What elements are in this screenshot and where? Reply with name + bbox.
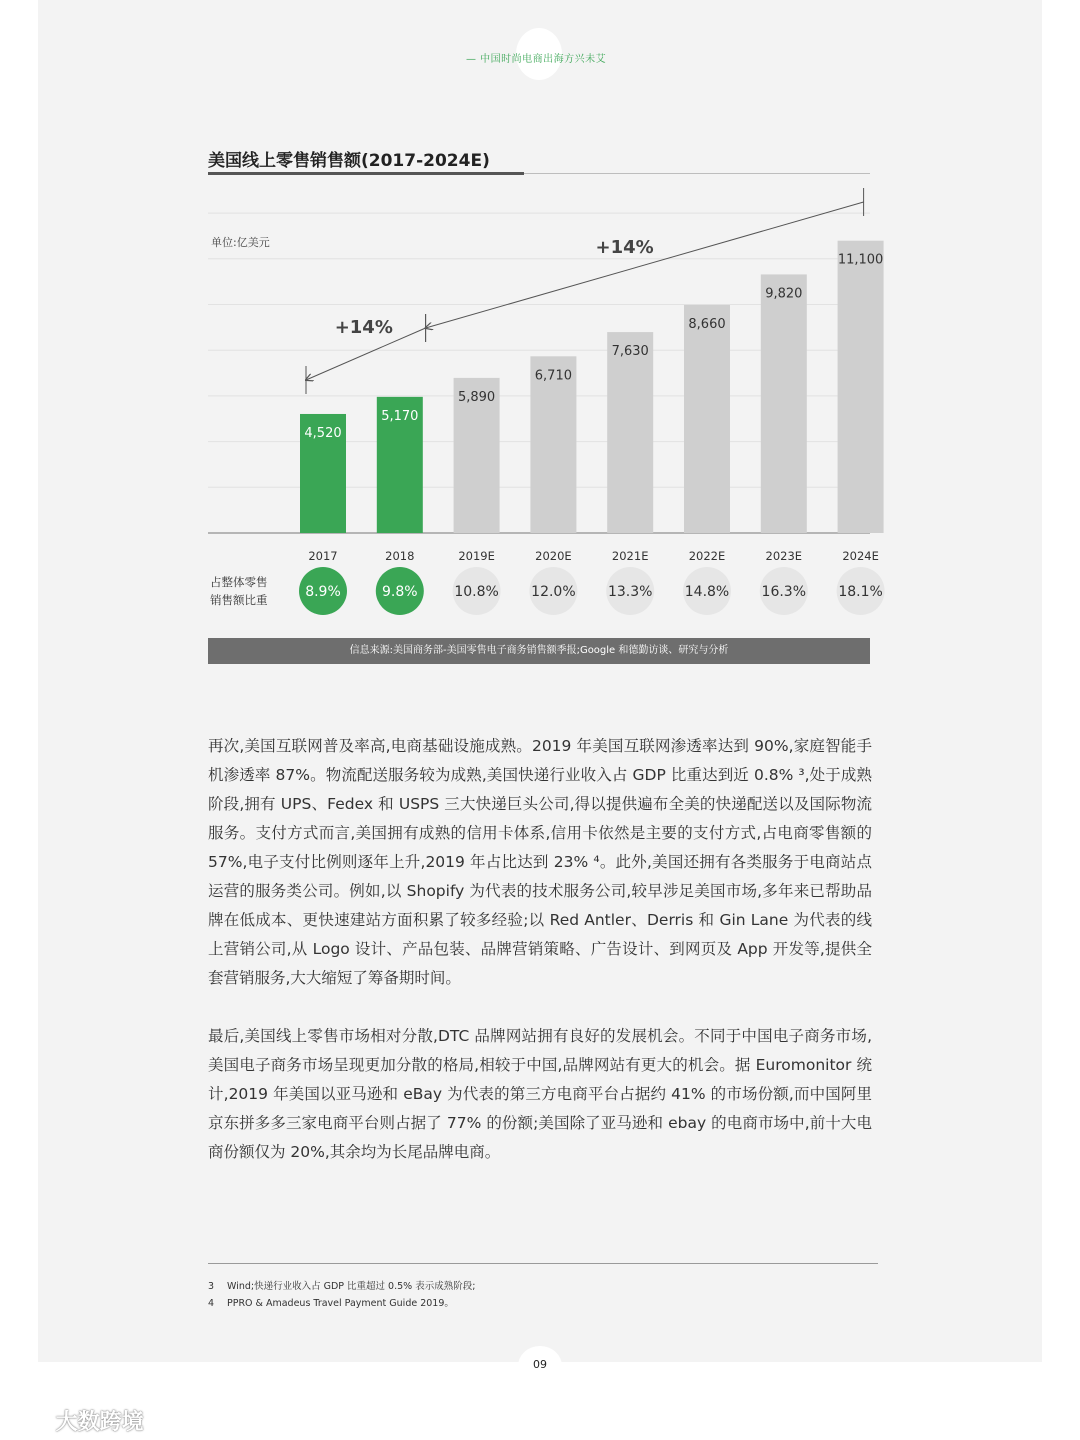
x-tick-label: 2022E [688,549,726,563]
bar [607,332,653,533]
share-value: 14.8% [684,584,730,600]
x-tick-label: 2024E [842,549,879,563]
bar-value-label: 4,520 [304,425,342,441]
footnote-number: 3 [208,1281,215,1292]
growth-label: +14% [334,317,393,338]
bar-chart [208,180,884,630]
bar-value-label: 6,710 [534,368,573,384]
footnote-text: PPRO & Amadeus Travel Payment Guide 2019。 [227,1298,454,1309]
share-row-label: 销售额比重 [210,593,268,607]
paragraph-text: 最后,美国线上零售市场相对分散,DTC 品牌网站拥有良好的发展机会。不同于中国电子商务市场,美国电子商务市场呈现更加分散的格局,相较于中国,品牌网站有更大的机会。据 Euromonitor 统计,2019 年美国以亚马逊和 eBay 为代表的第三方电商平台占据约 41% 的市场份额,而中国阿里京东拼多多三家电商平台则占据了 77% 的份额;美国除了亚马逊和 ebay 的电商市场中,前十大电商份额仅为 20%,其余均为长尾品牌电商。 [208,1027,872,1161]
title-rule-accent [208,172,524,175]
bar [838,241,884,533]
watermark [10,1405,144,1436]
logo-icon [10,1410,48,1436]
share-value: 8.9% [305,584,341,600]
share-value: 16.3% [761,584,807,600]
bar-value-label: 9,820 [765,286,803,302]
running-title: — 中国时尚电商出海方兴未艾 [466,54,607,65]
x-tick-label: 2020E [535,549,572,563]
bar [684,305,730,533]
growth-label: +14% [595,237,654,258]
footnote-item [208,1295,475,1312]
footnote-number: 4 [208,1298,215,1309]
footnote-text: Wind;快递行业收入占 GDP 比重超过 0.5% 表示成熟阶段; [227,1281,476,1292]
x-tick-label: 2023E [765,549,803,563]
share-value: 18.1% [838,584,883,600]
footnotes [208,1278,475,1312]
footnote-item [208,1278,475,1295]
chart-title: 美国线上零售销售额(2017-2024E) [208,151,490,171]
bar [761,274,807,533]
body-paragraph-2 [208,1022,872,1167]
share-value: 13.3% [607,584,653,600]
bar-value-label: 7,630 [611,344,649,360]
page-number: 09 [533,1358,547,1371]
x-tick-label: 2018 [385,549,415,563]
footnote-rule [208,1263,878,1264]
body-paragraph-1 [208,732,872,993]
watermark-text: 大数跨境 [55,1410,144,1435]
bar-value-label: 8,660 [688,316,726,332]
paragraph-text: 再次,美国互联网普及率高,电商基础设施成熟。2019 年美国互联网渗透率达到 90%,家庭智能手机渗透率 87%。物流配送服务较为成熟,美国快递行业收入占 GDP 比重达到近 0.8% ³,处于成熟阶段,拥有 UPS、Fedex 和 USPS 三大快递巨头公司,得以提供遍布全美的快递配送以及国际物流服务。支付方式而言,美国拥有成熟的信用卡体系,信用卡依然是主要的支付方式,占电商零售额的 57%,电子支付比例则逐年上升,2019 年占比达到 23% ⁴。此外,美国还拥有各类服务于电商站点运营的服务类公司。例如,以 Shopify 为代表的技术服务公司,较早涉足美国市场,多年来已帮助品牌在低成本、更快速建站方面积累了较多经验;以 Red Antler、Derris 和 Gin Lane 为代表的线上营销公司,从 Logo 设计、产品包装、品牌营销策略、广告设计、到网页及 App 开发等,提供全套营销服务,大大缩短了筹备期时间。 [208,737,872,987]
share-value: 10.8% [454,584,499,600]
x-tick-label: 2021E [611,549,649,563]
share-value: 9.8% [382,584,418,600]
unit-label: 单位:亿美元 [211,236,270,249]
bar-value-label: 11,100 [837,252,884,268]
bar-value-label: 5,890 [457,389,496,405]
x-tick-label: 2017 [308,549,338,563]
share-value: 12.0% [531,584,576,600]
share-row-label: 占整体零售 [210,575,268,589]
x-tick-label: 2019E [458,549,495,563]
bar-value-label: 5,170 [381,408,419,424]
source-note: 信息来源:美国商务部-美国零售电子商务销售额季报;Google 和德勤访谈、研究与分析 [208,638,870,664]
